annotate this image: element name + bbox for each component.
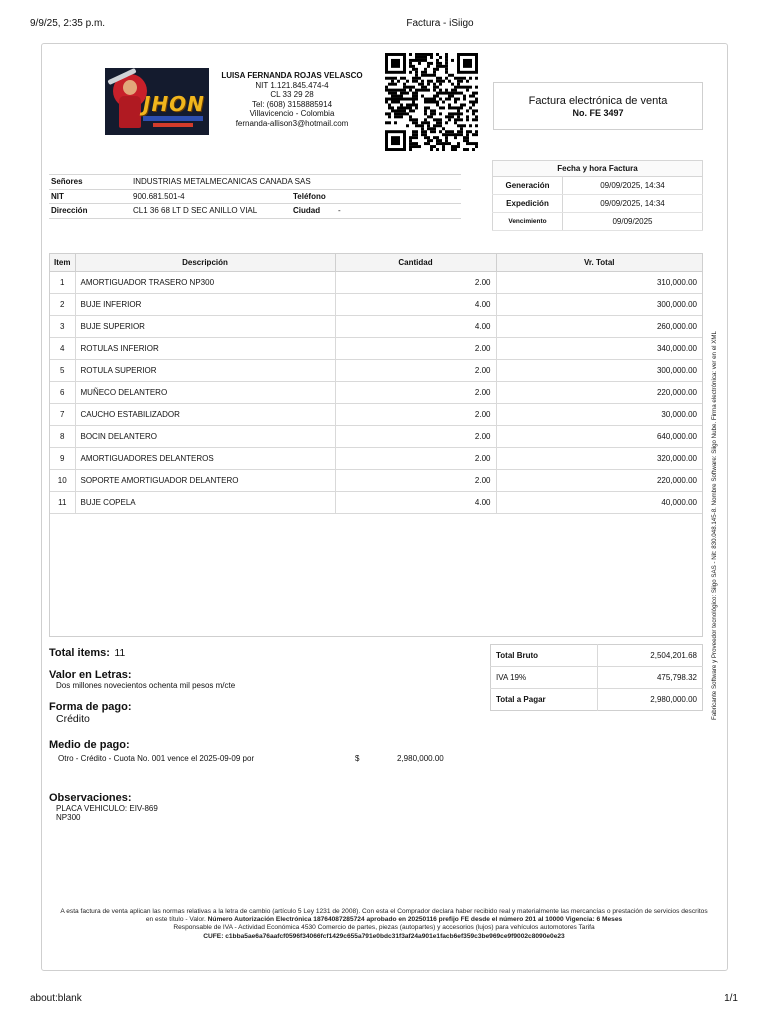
observaciones-line: NP300	[56, 813, 81, 822]
items-header-row	[50, 254, 702, 271]
label-vencimiento: Vencimiento	[493, 213, 563, 231]
item-number: 5	[50, 359, 75, 381]
label-generacion: Generación	[493, 177, 563, 195]
item-description: BUJE INFERIOR	[75, 293, 335, 315]
client-direccion: CL1 36 68 LT D SEC ANILLO VIAL	[131, 204, 291, 219]
observaciones-line: PLACA VEHICULO: EIV-869	[56, 804, 158, 813]
item-total: 300,000.00	[496, 359, 702, 381]
issuer-info	[214, 71, 370, 129]
item-quantity: 2.00	[335, 403, 496, 425]
item-total: 300,000.00	[496, 293, 702, 315]
dates-header: Fecha y hora Factura	[493, 161, 703, 177]
col-header-item: Item	[50, 254, 75, 271]
label-senores: Señores	[49, 175, 131, 190]
table-row	[50, 337, 702, 359]
label-nit: NIT	[49, 189, 131, 204]
item-description: BUJE COPELA	[75, 491, 335, 513]
issuer-name: LUISA FERNANDA ROJAS VELASCO	[221, 71, 363, 80]
medio-pago-section	[49, 739, 469, 766]
client-info-table	[49, 174, 461, 219]
item-number: 3	[50, 315, 75, 337]
item-total: 260,000.00	[496, 315, 702, 337]
item-total: 640,000.00	[496, 425, 702, 447]
item-number: 10	[50, 469, 75, 491]
total-bruto-value: 2,504,201.68	[598, 645, 703, 667]
item-total: 40,000.00	[496, 491, 702, 513]
item-total: 320,000.00	[496, 447, 702, 469]
issuer-nit: NIT 1.121.845.474-4	[255, 80, 329, 90]
item-number: 11	[50, 491, 75, 513]
item-quantity: 2.00	[335, 447, 496, 469]
medio-pago-row	[49, 754, 469, 766]
medio-pago-label: Medio de pago:	[49, 739, 130, 751]
item-number: 8	[50, 425, 75, 447]
client-nit: 900.681.501-4	[131, 189, 291, 204]
logo-mascot-head	[123, 80, 137, 95]
item-total: 30,000.00	[496, 403, 702, 425]
table-row	[50, 381, 702, 403]
date-row	[493, 177, 703, 195]
table-row	[50, 469, 702, 491]
item-number: 9	[50, 447, 75, 469]
legal-authorization: Número Autorización Electrónica 18764087285724 aprobado en 20250116 prefijo FE desde el número 201 al 10000 Vigencia: 6 Meses	[207, 916, 623, 924]
item-number: 4	[50, 337, 75, 359]
item-total: 220,000.00	[496, 381, 702, 403]
observaciones-section	[49, 792, 158, 822]
item-description: AMORTIGUADORES DELANTEROS	[75, 447, 335, 469]
table-row	[50, 271, 702, 293]
date-generacion: 09/09/2025, 14:34	[563, 177, 703, 195]
item-description: AMORTIGUADOR TRASERO NP300	[75, 271, 335, 293]
forma-pago-label: Forma de pago:	[49, 701, 132, 713]
item-number: 6	[50, 381, 75, 403]
software-provider-text: Fabricante Software y Proveedor tecnológico: Siigo SAS - Nit: 830.048.145-8. Nombre Software: Siigo Nube. Firma electrónica: ver en el XML	[711, 331, 718, 720]
legal-cufe: CUFE: c1bba5ae6a76aafcf0596f34066fcf1429c655a791e0bdc31f3af24a901e1facb6ef359c3be969ce9f9002c8090e0e23	[203, 932, 565, 940]
company-logo	[105, 68, 209, 135]
item-description: ROTULA SUPERIOR	[75, 359, 335, 381]
item-quantity: 2.00	[335, 359, 496, 381]
observaciones-label: Observaciones:	[49, 792, 132, 804]
table-row	[50, 447, 702, 469]
legal-tax-activity: Responsable de IVA - Actividad Económica 4530 Comercio de partes, piezas (autopartes) y accesorios (lujos) para vehículos automotores Tarifa	[173, 924, 595, 932]
col-header-total: Vr. Total	[496, 254, 702, 271]
totals-row	[491, 689, 703, 711]
col-header-cantidad: Cantidad	[335, 254, 496, 271]
total-items-label: Total items:	[49, 647, 110, 659]
item-quantity: 4.00	[335, 293, 496, 315]
item-total: 310,000.00	[496, 271, 702, 293]
item-total: 340,000.00	[496, 337, 702, 359]
invoice-dates-table	[492, 160, 703, 231]
item-description: SOPORTE AMORTIGUADOR DELANTERO	[75, 469, 335, 491]
forma-pago-section	[49, 701, 132, 725]
items-table-container	[49, 253, 703, 637]
label-direccion: Dirección	[49, 204, 131, 219]
label-expedicion: Expedición	[493, 195, 563, 213]
client-name: INDUSTRIAS METALMECANICAS CANADA SAS	[131, 175, 461, 190]
item-quantity: 2.00	[335, 425, 496, 447]
item-quantity: 2.00	[335, 381, 496, 403]
total-bruto-label: Total Bruto	[491, 645, 598, 667]
client-telefono	[336, 189, 461, 204]
date-vencimiento: 09/09/2025	[563, 213, 703, 231]
software-provider-vertical-note	[711, 296, 723, 720]
item-number: 2	[50, 293, 75, 315]
item-quantity: 4.00	[335, 315, 496, 337]
print-page-count: 1/1	[724, 993, 738, 1004]
document-type: Factura electrónica de venta	[528, 95, 668, 107]
medio-pago-currency: $	[355, 754, 360, 763]
iva-label: IVA 19%	[491, 667, 598, 689]
item-quantity: 2.00	[335, 469, 496, 491]
document-title-box	[493, 82, 703, 130]
items-table	[50, 254, 702, 514]
logo-mascot-body	[119, 96, 141, 128]
total-pagar-value: 2,980,000.00	[650, 695, 697, 704]
medio-pago-desc: Otro - Crédito - Cuota No. 001 vence el 2025-09-09 por	[58, 754, 255, 763]
issuer-address: CL 33 29 28	[270, 90, 314, 100]
table-row	[50, 403, 702, 425]
client-row	[49, 189, 461, 204]
table-row	[50, 425, 702, 447]
total-items-value: 11	[114, 647, 126, 659]
document-number: No. FE 3497	[572, 108, 624, 118]
logo-stripe	[143, 116, 203, 121]
valor-letras-value: Dos millones novecientos ochenta mil pesos m/cte	[56, 681, 236, 690]
client-row	[49, 204, 461, 219]
item-description: CAUCHO ESTABILIZADOR	[75, 403, 335, 425]
total-pagar-label: Total a Pagar	[491, 689, 598, 711]
item-quantity: 2.00	[335, 271, 496, 293]
item-description: MUÑECO DELANTERO	[75, 381, 335, 403]
totals-table	[490, 644, 703, 711]
iva-value: 475,798.32	[598, 667, 703, 689]
item-number: 1	[50, 271, 75, 293]
date-expedicion: 09/09/2025, 14:34	[563, 195, 703, 213]
qr-code-icon	[385, 53, 478, 151]
logo-stripe	[153, 123, 193, 127]
label-ciudad: Ciudad	[291, 204, 336, 219]
table-row	[50, 293, 702, 315]
print-datetime: 9/9/25, 2:35 p.m.	[30, 18, 106, 29]
col-header-descripcion: Descripción	[75, 254, 335, 271]
issuer-city: Villavicencio - Colombia	[249, 109, 335, 119]
item-description: BOCIN DELANTERO	[75, 425, 335, 447]
browser-print-header	[0, 18, 768, 34]
date-row	[493, 195, 703, 213]
issuer-email: fernanda-allison3@hotmail.com	[235, 118, 349, 128]
logo-brand-text: JHON	[143, 92, 205, 116]
table-row	[50, 315, 702, 337]
table-row	[50, 359, 702, 381]
item-number: 7	[50, 403, 75, 425]
item-quantity: 2.00	[335, 337, 496, 359]
item-total: 220,000.00	[496, 469, 702, 491]
medio-pago-amount: 2,980,000.00	[397, 754, 444, 763]
legal-text: A esta factura de venta aplican las normas relativas a la letra de cambio (artículo 5 Ley 1231 de 2008). Con esta el Comprador declara haber recibido real y materialmente las mercancías o prestación de servicios descritos en este título - Valor.	[60, 908, 708, 924]
valor-letras-section	[49, 669, 235, 690]
item-quantity: 4.00	[335, 491, 496, 513]
table-row	[50, 491, 702, 513]
issuer-phone: Tel: (608) 3158885914	[251, 99, 333, 109]
label-telefono: Teléfono	[291, 189, 336, 204]
forma-pago-value: Crédito	[56, 713, 90, 725]
print-page-title: Factura - iSiigo	[406, 18, 474, 29]
item-description: ROTULAS INFERIOR	[75, 337, 335, 359]
client-row	[49, 175, 461, 190]
client-ciudad: -	[336, 204, 461, 219]
totals-row	[491, 667, 703, 689]
valor-letras-label: Valor en Letras:	[49, 669, 132, 681]
totals-row	[491, 645, 703, 667]
legal-notice	[60, 908, 708, 941]
date-row	[493, 213, 703, 231]
total-items-section	[49, 643, 125, 661]
item-description: BUJE SUPERIOR	[75, 315, 335, 337]
print-url: about:blank	[30, 993, 82, 1004]
